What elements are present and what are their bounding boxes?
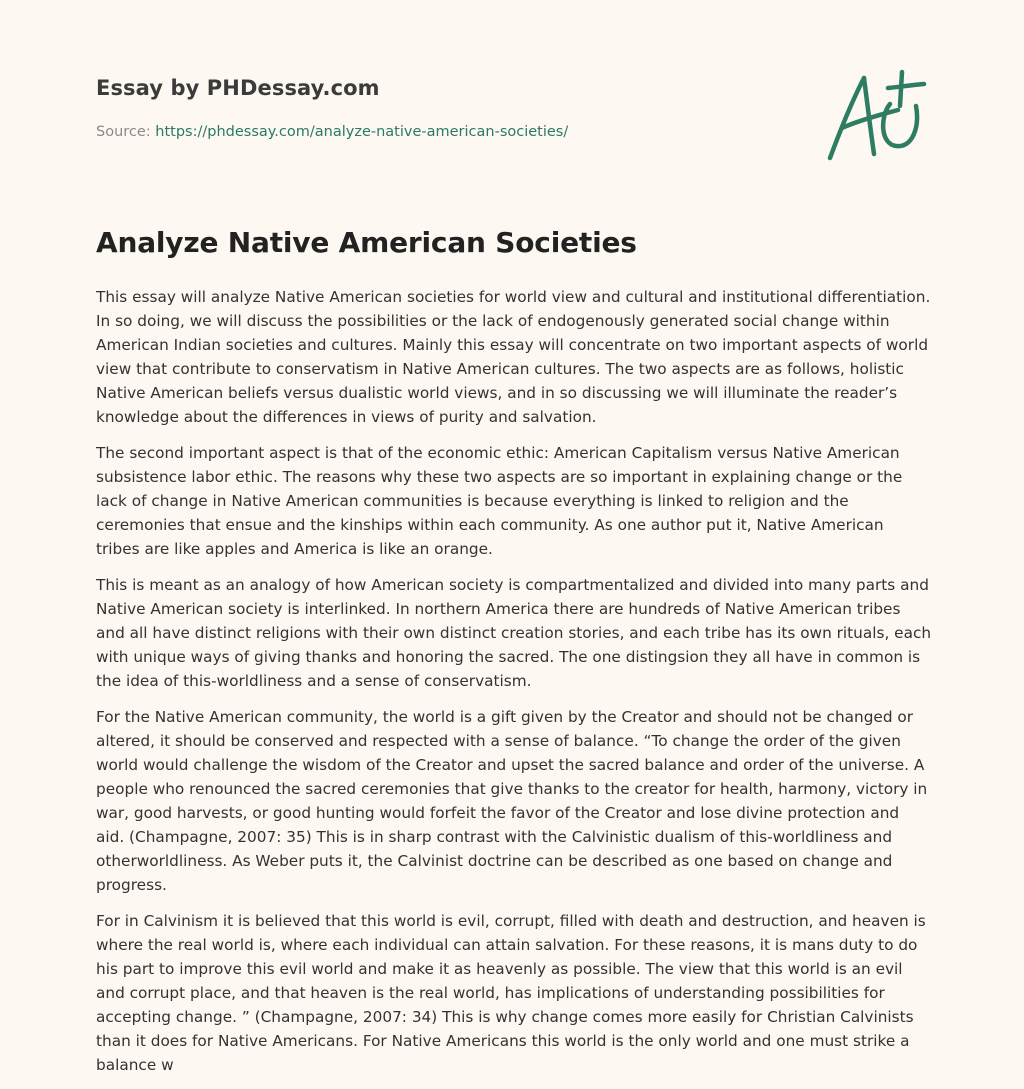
essay-body xyxy=(96,285,932,1089)
source-link[interactable]: https://phdessay.com/analyze-native-american-societies/ xyxy=(155,124,569,140)
paragraph: For the Native American community, the world is a gift given by the Creator and should not be changed or altered, it should be conserved and respected with a sense of balance. “To change the order of the given world would challenge the wisdom of the Creator and upset the sacred balance and order of the universe. A people who renounced the sacred ceremonies that give thanks to the creator for health, harmony, victory in war, good harvests, or good hunting would forfeit the favor of the Creator and lose divine protection and aid. (Champagne, 2007: 35) This is in sharp contrast with the Calvinistic dualism of this-worldliness and otherworldliness. As Weber puts it, the Calvinist doctrine can be described as one based on change and progress. xyxy=(96,708,928,894)
logo xyxy=(820,66,930,166)
paragraph: This is meant as an analogy of how American society is compartmentalized and divided into many parts and Native American society is interlinked. In northern America there are hundreds of Native American tribes and all have distinct religions with their own distinct creation stories, and each tribe has its own rituals, each with unique ways of giving thanks and honoring the sacred. The one distingsion they all have in common is the idea of this-worldliness and a sense of conservatism. xyxy=(96,576,932,690)
a-plus-logo-icon xyxy=(820,66,930,166)
paragraph: The second important aspect is that of the economic ethic: American Capitalism versus Native American subsistence labor ethic. The reasons why these two aspects are so important in explaining change or the lack of change in Native American communities is because everything is linked to religion and the ceremonies that ensue and the kinships within each community. As one author put it, Native American tribes are like apples and America is like an orange. xyxy=(96,444,903,558)
paragraph: This essay will analyze Native American societies for world view and cultural and institutional differentiation. In so doing, we will discuss the possibilities or the lack of endogenously generated social change within American Indian societies and cultures. Mainly this essay will concentrate on two important aspects of world view that contribute to conservatism in Native American cultures. The two aspects are as follows, holistic Native American beliefs versus dualistic world views, and in so discussing we will illuminate the reader’s knowledge about the differences in views of purity and salvation. xyxy=(96,288,931,426)
essay-title: Analyze Native American Societies xyxy=(96,226,637,259)
site-title: Essay by PHDessay.com xyxy=(96,76,380,100)
source-line xyxy=(96,124,568,140)
paragraph: For in Calvinism it is believed that this world is evil, corrupt, filled with death and destruction, and heaven is where the real world is, where each individual can attain salvation. For these reasons, it is mans duty to do his part to improve this evil world and make it as heavenly as possible. The view that this world is an evil and corrupt place, and that heaven is the real world, has implications of understanding possibilities for accepting change. ” (Champagne, 2007: 34) This is why change comes more easily for Christian Calvinists than it does for Native Americans. For Native Americans this world is the only world and one must strike a balance w xyxy=(96,912,926,1074)
source-label: Source: xyxy=(96,124,151,140)
